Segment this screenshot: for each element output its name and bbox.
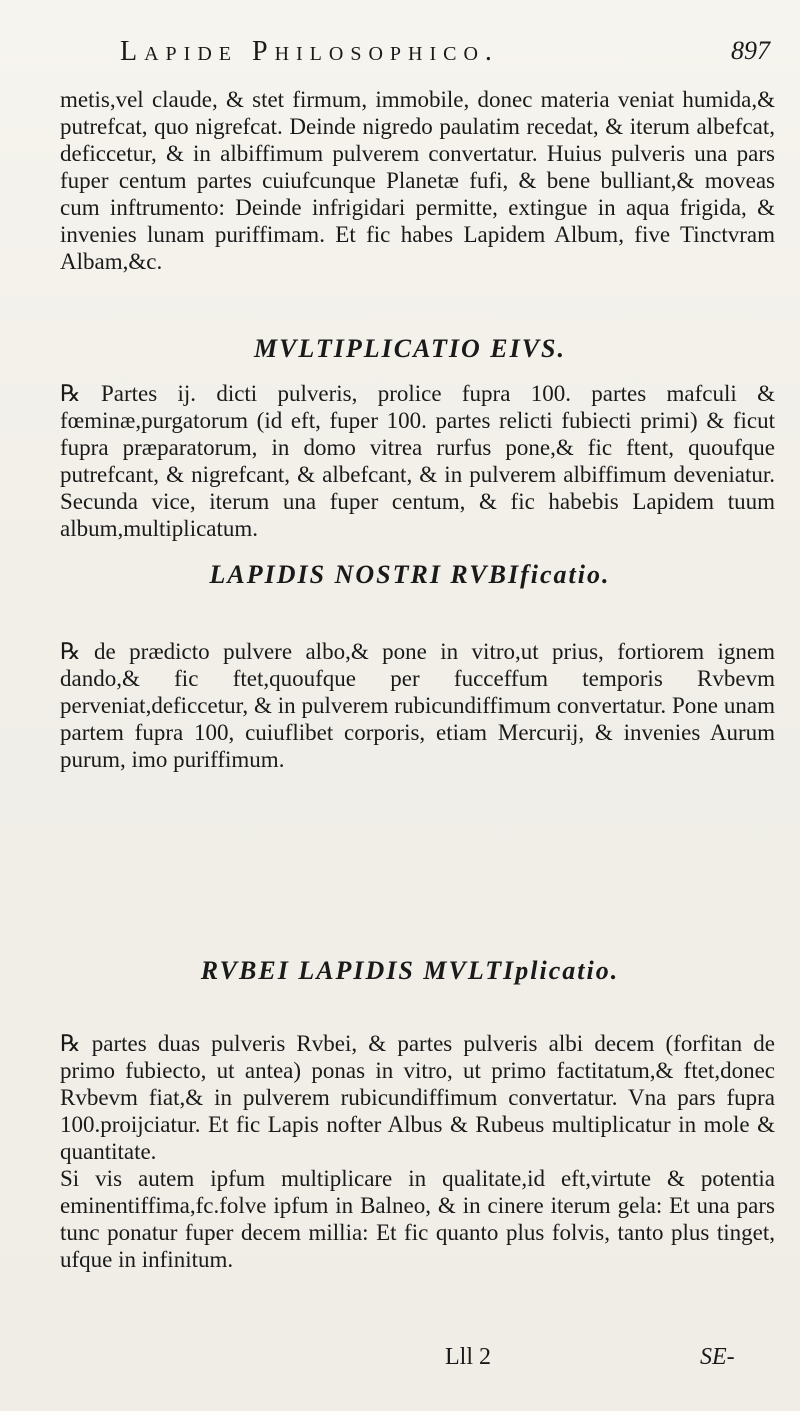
page-number: 897 <box>731 36 770 65</box>
catchword: SE- <box>700 1344 735 1370</box>
paragraph-3: ℞ de prædicto pulvere albo,& pone in vitro,ut prius, fortiorem ignem dando,& fic ftet,quoufque per fucceffum temporis Rvbevm perveniat,deficcetur, & in pulverem rubicundiffimum convertatur. Pone unam partem fupra 100, cuiuflibet corporis, etiam Mercurij, & invenies Aurum purum, imo puriffimum. <box>60 639 775 772</box>
paragraph-4a: ℞ partes duas pulveris Rvbei, & partes pulveris albi decem (forfitan de primo fubiecto, ut antea) ponas in vitro, ut primo factitatum,& ftet,donec Rvbevm fiat,& in pulverem rubicundiffimum convertatur. Vna pars fupra 100.proijciatur. Et fic Lapis nofter Albus & Rubeus multiplicatur in mole & quantitate. <box>60 1031 775 1164</box>
heading-rubificatio: LAPIDIS NOSTRI RVBIficatio. <box>209 560 611 589</box>
heading-rubei-multiplicatio: RVBEI LAPIDIS MVLTIplicatio. <box>200 956 620 985</box>
paragraph-4b: Si vis autem ipfum multiplicare in qualitate,id eft,virtute & potentia eminentiffima,fc.folve ipfum in Balneo, & in cinere iterum gela: Et una pars tunc ponatur fuper decem millia: Et fic quanto plus folvis, tanto plus tinget, ufque in infinitum. <box>60 1166 775 1272</box>
signature-mark: Lll 2 <box>445 1344 491 1370</box>
heading-multiplicatio: MVLTIPLICATIO EIVS. <box>253 334 567 363</box>
paragraph-4 <box>60 1030 775 1273</box>
running-title: Lapide Philosophico. <box>120 36 499 67</box>
paragraph-1: metis,vel claude, & stet firmum, immobile, donec materia veniat humida,& putrefcat, quo nigrefcat. Deinde nigredo paulatim recedat, & iterum albefcat, deficcetur, & in albiffimum pulverem convertatur. Huius pulveris una pars fuper centum partes cuiufcunque Planetæ fufi, & bene bulliant,& moveas cum inftrumento: Deinde infrigidari permitte, extingue in aqua frigida, & invenies lunam puriffimam. Et fic habes Lapidem Album, five Tinctvram Albam,&c. <box>60 87 775 274</box>
running-header <box>120 36 770 80</box>
paragraph-2: ℞ Partes ij. dicti pulveris, prolice fupra 100. partes mafculi & fœminæ,purgatorum (id eft, fuper 100. partes relicti fubiecti primi) & ficut fupra præparatorum, in domo vitrea rurfus pone,& fic ftent, quoufque putrefcant, & nigrefcant, & albefcant, & in pulverem albiffimum deveniatur. Secunda vice, iterum una fuper centum, & fic habebis Lapidem tuum album,multiplicatum. <box>60 381 775 541</box>
